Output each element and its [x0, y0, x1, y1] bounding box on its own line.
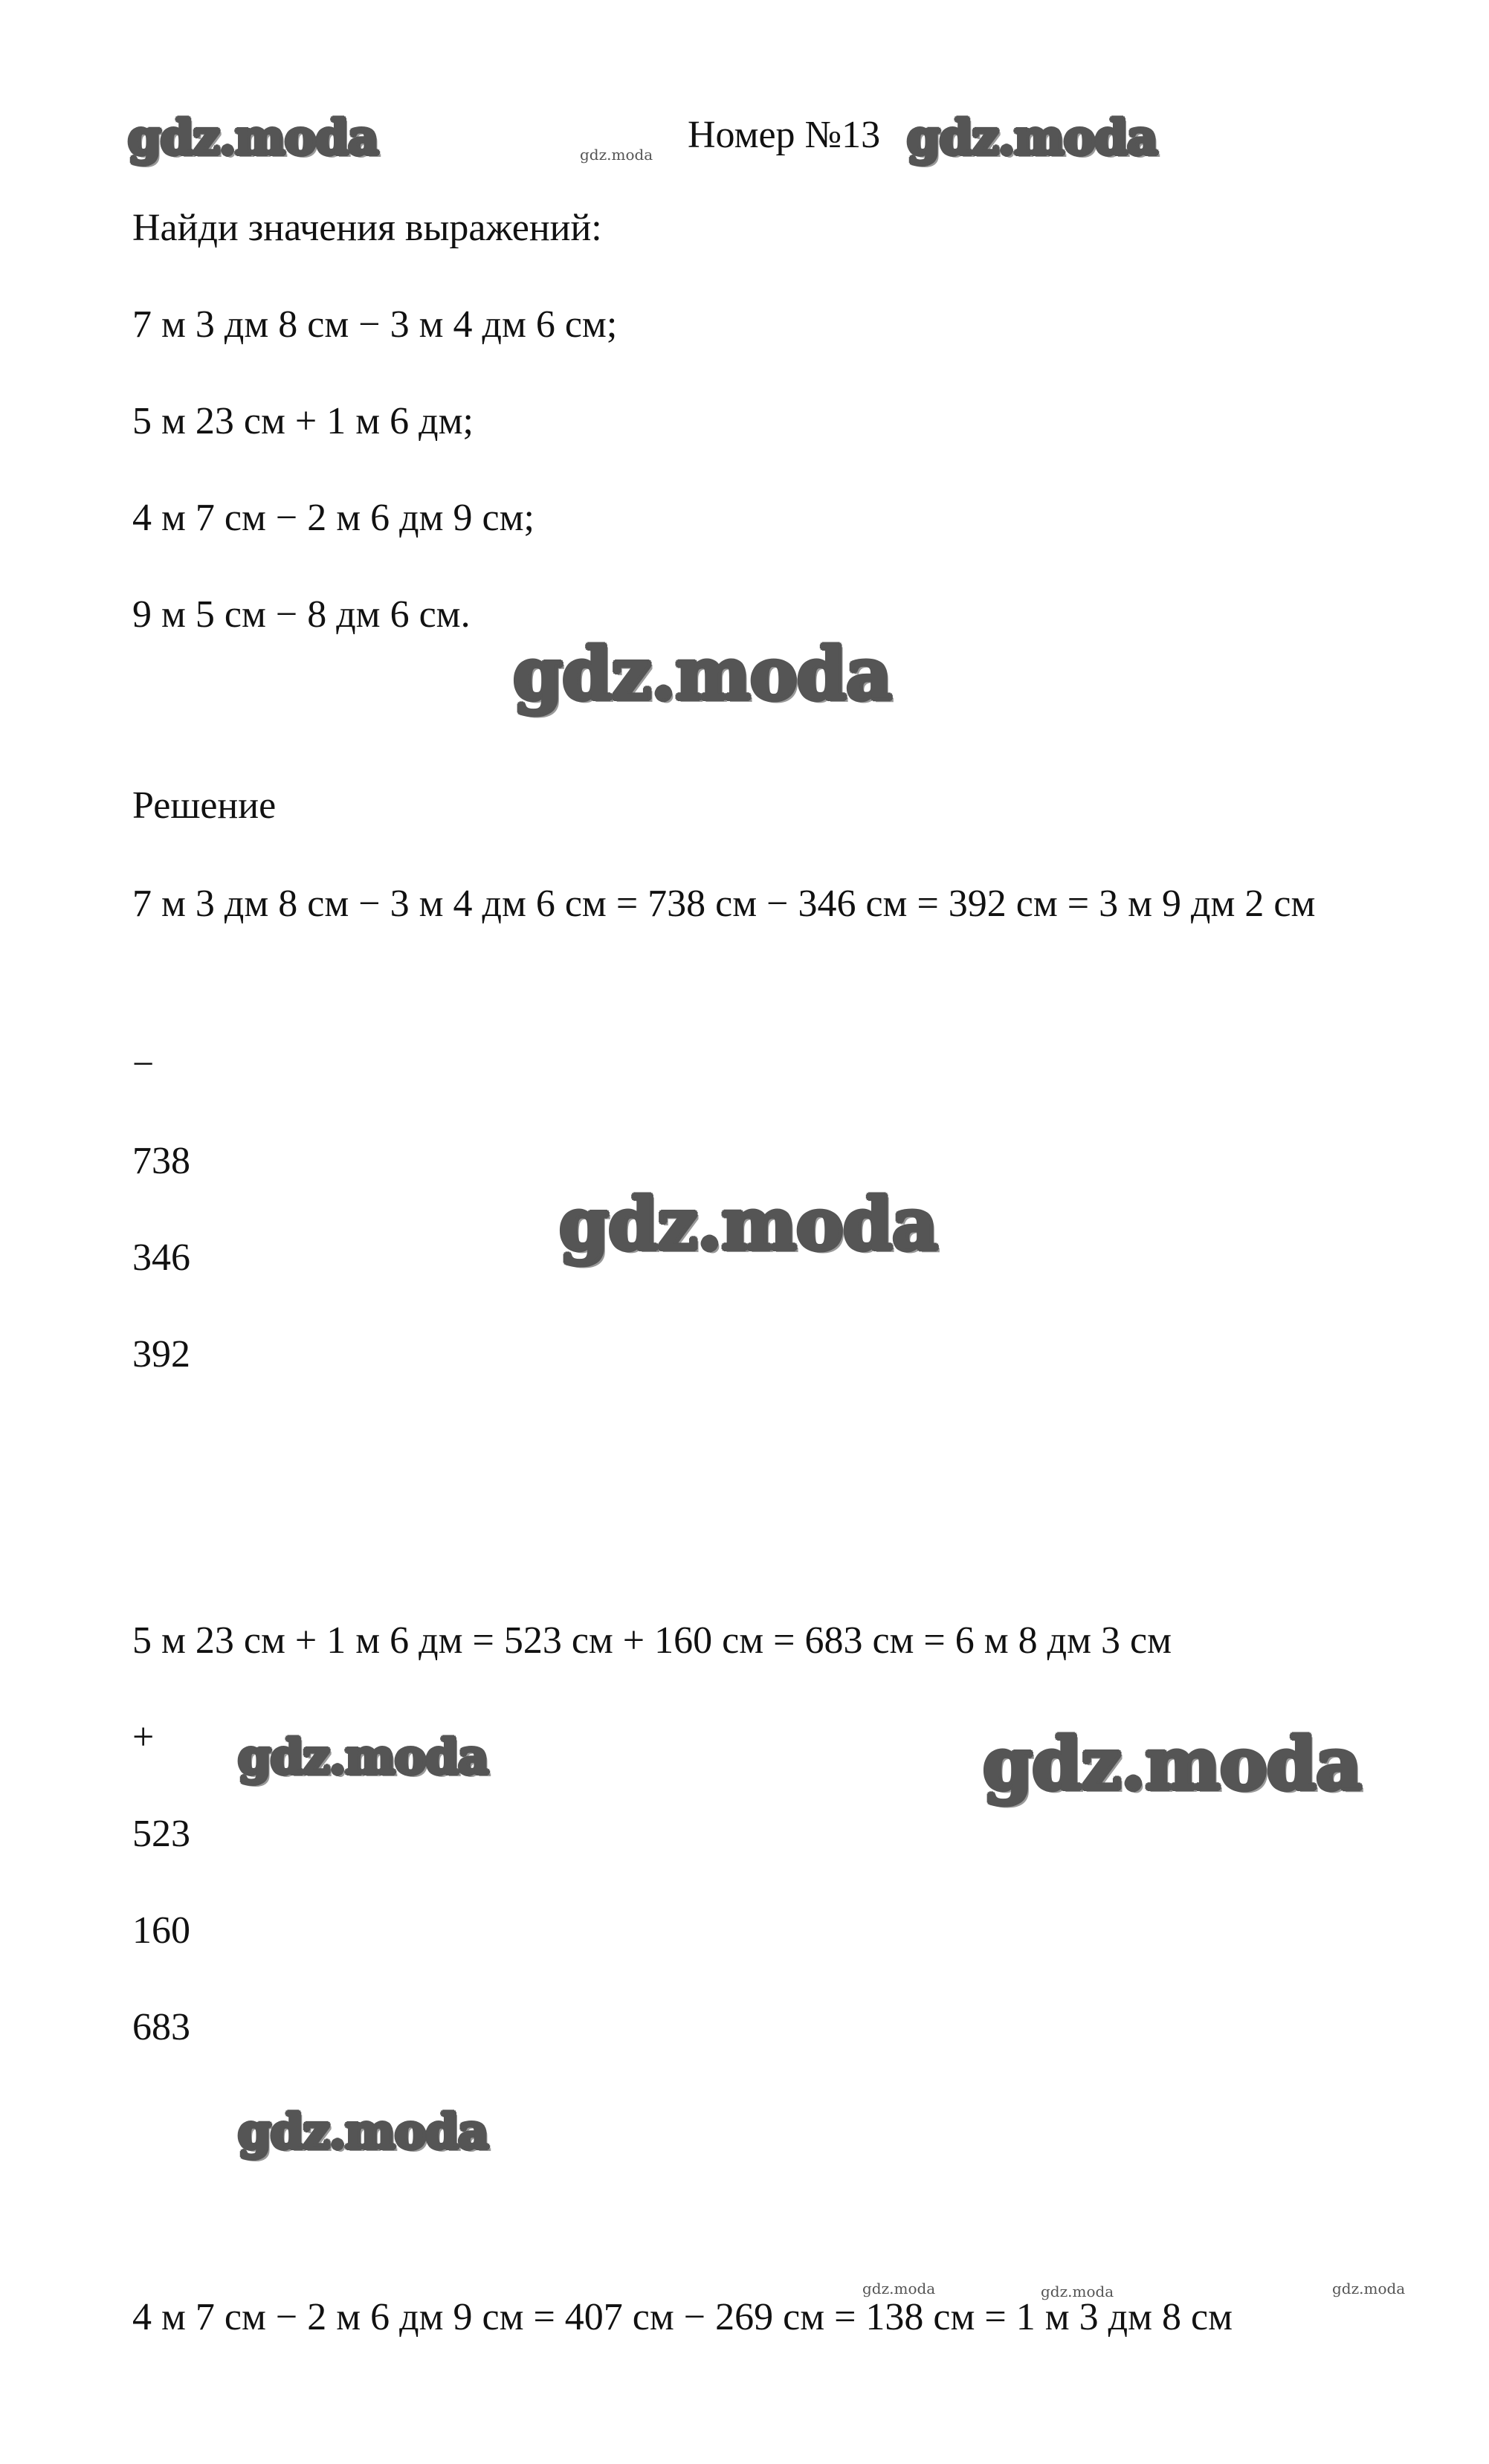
task-expression: 4 м 7 см − 2 м 6 дм 9 см;	[132, 497, 534, 539]
watermark-logo: gdz.moda	[238, 1729, 488, 1785]
solution-equation-2: 5 м 23 см + 1 м 6 дм = 523 см + 160 см = 683 см = 6 м 8 дм 3 см	[132, 1619, 1172, 1662]
solution-equation-1: 7 м 3 дм 8 см − 3 м 4 дм 6 см = 738 см − 346 см = 392 см = 3 м 9 дм 2 см	[132, 883, 1316, 925]
column-number: 523	[132, 1813, 190, 1855]
column-number: 346	[132, 1236, 190, 1279]
task-intro: Найди значения выражений:	[132, 207, 602, 249]
column-number: 683	[132, 2006, 190, 2048]
watermark-logo: gdz.moda	[513, 632, 892, 716]
solution-heading: Решение	[132, 784, 277, 827]
column-number: 392	[132, 1333, 190, 1375]
watermark-logo: gdz.moda	[983, 1722, 1362, 1806]
watermark-logo: gdz.moda	[907, 110, 1157, 166]
watermark-logo: gdz.moda	[238, 2104, 488, 2160]
watermark-logo-small: gdz.moda	[1041, 2283, 1114, 2300]
task-expression: 7 м 3 дм 8 см − 3 м 4 дм 6 см;	[132, 303, 618, 346]
solution-equation-3: 4 м 7 см − 2 м 6 дм 9 см = 407 см − 269 см = 138 см = 1 м 3 дм 8 см	[132, 2296, 1233, 2338]
column-operator: +	[132, 1716, 155, 1758]
watermark-logo-small: gdz.moda	[580, 146, 653, 164]
page-title: Номер №13	[688, 114, 881, 156]
column-operator: −	[132, 1043, 155, 1086]
watermark-logo: gdz.moda	[128, 110, 378, 166]
watermark-logo-small: gdz.moda	[1332, 2280, 1406, 2297]
task-expression: 9 м 5 см − 8 дм 6 см.	[132, 593, 471, 636]
column-number: 160	[132, 1909, 190, 1952]
watermark-logo: gdz.moda	[559, 1182, 938, 1266]
column-number: 738	[132, 1140, 190, 1182]
task-expression: 5 м 23 см + 1 м 6 дм;	[132, 400, 474, 442]
watermark-logo-small: gdz.moda	[862, 2280, 936, 2297]
